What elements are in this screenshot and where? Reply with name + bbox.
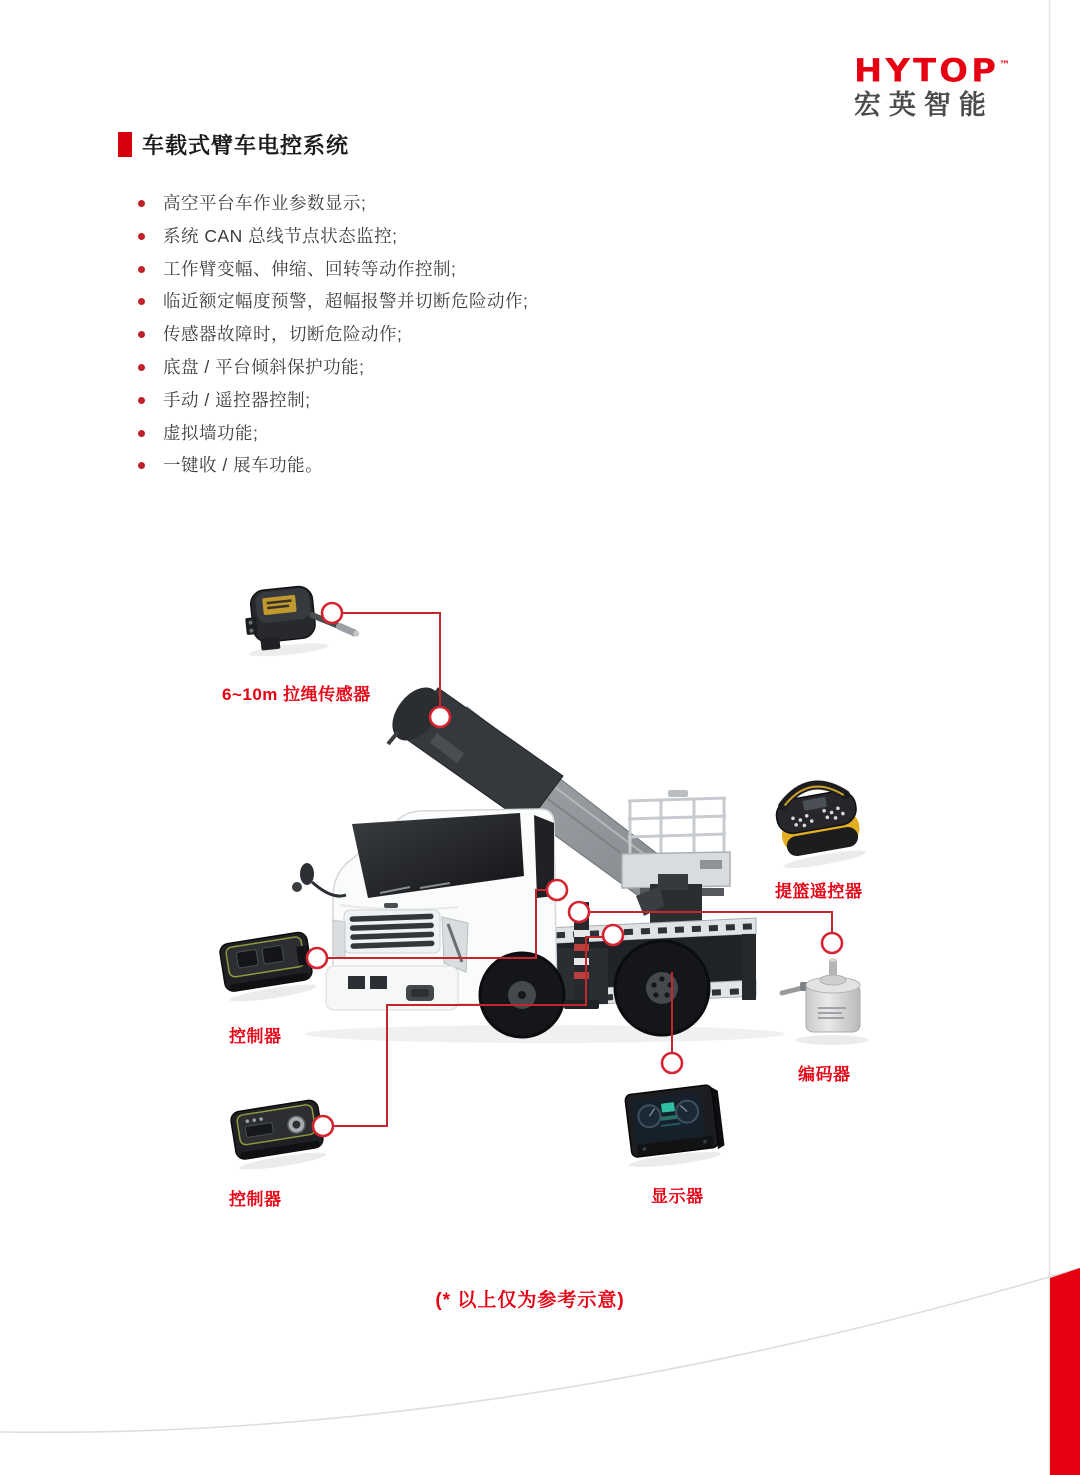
section-title-text: 车载式臂车电控系统 [142,133,350,158]
encoder-label: 编码器 [798,1065,851,1084]
display-label: 显示器 [651,1187,704,1206]
brand-logo-text: HYTOP [853,51,999,90]
feature-item: 高空平台车作业参数显示; [135,187,735,220]
brand-logo-wordmark [853,49,1010,90]
feature-item: 临近额定幅度预警，超幅报警并切断危险动作; [135,285,735,318]
controller-1-label: 控制器 [229,1027,282,1046]
red-corner-shape [1050,1268,1080,1475]
feature-item: 一键收 / 展车功能。 [135,449,735,482]
feature-item: 工作臂变幅、伸缩、回转等动作控制; [135,253,735,286]
feature-item: 虚拟墙功能; [135,417,735,450]
brand-logo [854,48,1010,120]
controller-2-label: 控制器 [229,1190,282,1209]
rope-sensor-image [242,581,360,659]
section-title [118,129,349,160]
title-accent-square [118,132,132,157]
truck-illustration [292,679,785,1043]
encoder-image [782,958,868,1045]
rope-sensor-label: 6~10m 拉绳传感器 [222,685,371,704]
feature-item: 系统 CAN 总线节点状态监控; [135,220,735,253]
reference-note: (* 以上仅为参考示意) [435,1290,625,1311]
brand-logo-chinese: 宏英智能 [853,90,994,120]
display-image [621,1084,726,1170]
feature-item: 传感器故障时，切断危险动作; [135,318,735,351]
controller-2-image [230,1099,327,1173]
feature-item: 手动 / 遥控器控制; [135,384,735,417]
trademark-symbol: ™ [999,58,1010,71]
feature-item: 底盘 / 平台倾斜保护功能; [135,351,735,384]
basket-remote-image [770,778,867,871]
controller-1-image [219,931,317,1005]
feature-list [135,187,735,482]
basket-remote-label: 提篮遥控器 [775,882,863,901]
